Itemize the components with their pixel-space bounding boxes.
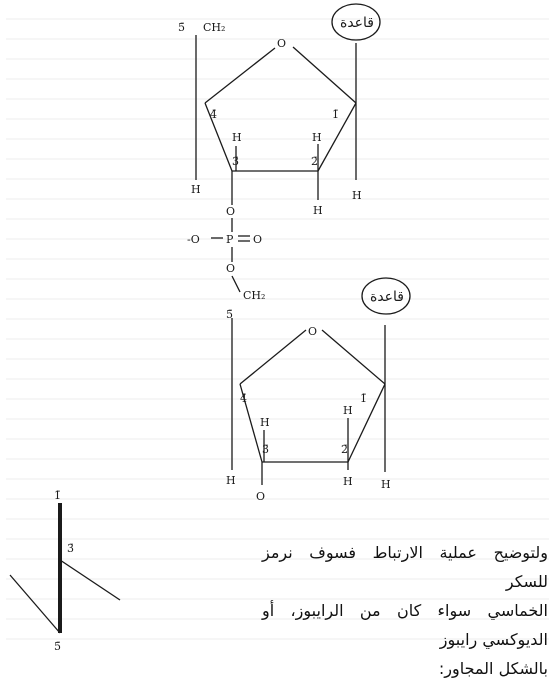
bottom-base-label: قاعدة — [370, 289, 404, 305]
bottom-h-c2: H — [343, 404, 353, 417]
top-h-c2-down: H — [313, 204, 323, 217]
top-ring-oxygen: O — [277, 37, 287, 50]
top-c3-label: 3̄ — [232, 155, 239, 168]
paragraph-line-3: بالشكل المجاور: — [438, 659, 548, 678]
sugar-symbol — [10, 503, 120, 633]
symbol-1-label: 1̄ — [54, 489, 61, 502]
bottom-ch2-label: CH₂ — [243, 289, 266, 302]
top-c1-label: 1̄ — [332, 108, 339, 121]
phosphate-o-top: O — [226, 205, 236, 218]
bottom-h-c4: H — [226, 474, 236, 487]
top-ch2-label: CH₂ — [203, 21, 226, 34]
bottom-c4-label: 4̄ — [240, 392, 247, 405]
paragraph-line-2: الخماسي سواء كان من الرايبوز، أو الديوكسي رايبوز — [262, 601, 548, 649]
top-h-c2: H — [312, 131, 322, 144]
phosphate-bonds — [211, 218, 250, 292]
bottom-c3-label: 3̄ — [262, 443, 269, 456]
top-h-c3: H — [232, 131, 242, 144]
top-h-c1: H — [352, 189, 362, 202]
phosphorus: P — [226, 233, 234, 246]
bottom-h-c3: H — [260, 416, 270, 429]
top-c2-label: 2̄ — [311, 155, 318, 168]
paragraph-line-1: ولتوضيح عملية الارتباط فسوف نرمز للسكر — [262, 543, 548, 591]
phosphate-double-o: O — [253, 233, 263, 246]
symbol-3-label: 3̄ — [67, 542, 74, 555]
bottom-c5-label: 5̄ — [226, 308, 233, 321]
bottom-h-c2-down: H — [343, 475, 353, 488]
top-c5-label: 5̄ — [178, 21, 185, 34]
bottom-ring-oxygen: O — [308, 325, 318, 338]
explanation-paragraph — [262, 538, 548, 683]
bottom-c2-label: 2̄ — [341, 443, 348, 456]
top-c4-label: 4̄ — [210, 108, 217, 121]
bottom-o3-label: O — [256, 490, 266, 503]
bottom-h-c1: H — [381, 478, 391, 491]
top-h-c4: H — [191, 183, 201, 196]
phosphate-o-minus: -O — [187, 233, 200, 246]
top-base-label: قاعدة — [340, 15, 374, 31]
bottom-c1-label: 1̄ — [360, 392, 367, 405]
phosphate-o-bottom: O — [226, 262, 236, 275]
symbol-5-label: 5̄ — [54, 640, 61, 653]
